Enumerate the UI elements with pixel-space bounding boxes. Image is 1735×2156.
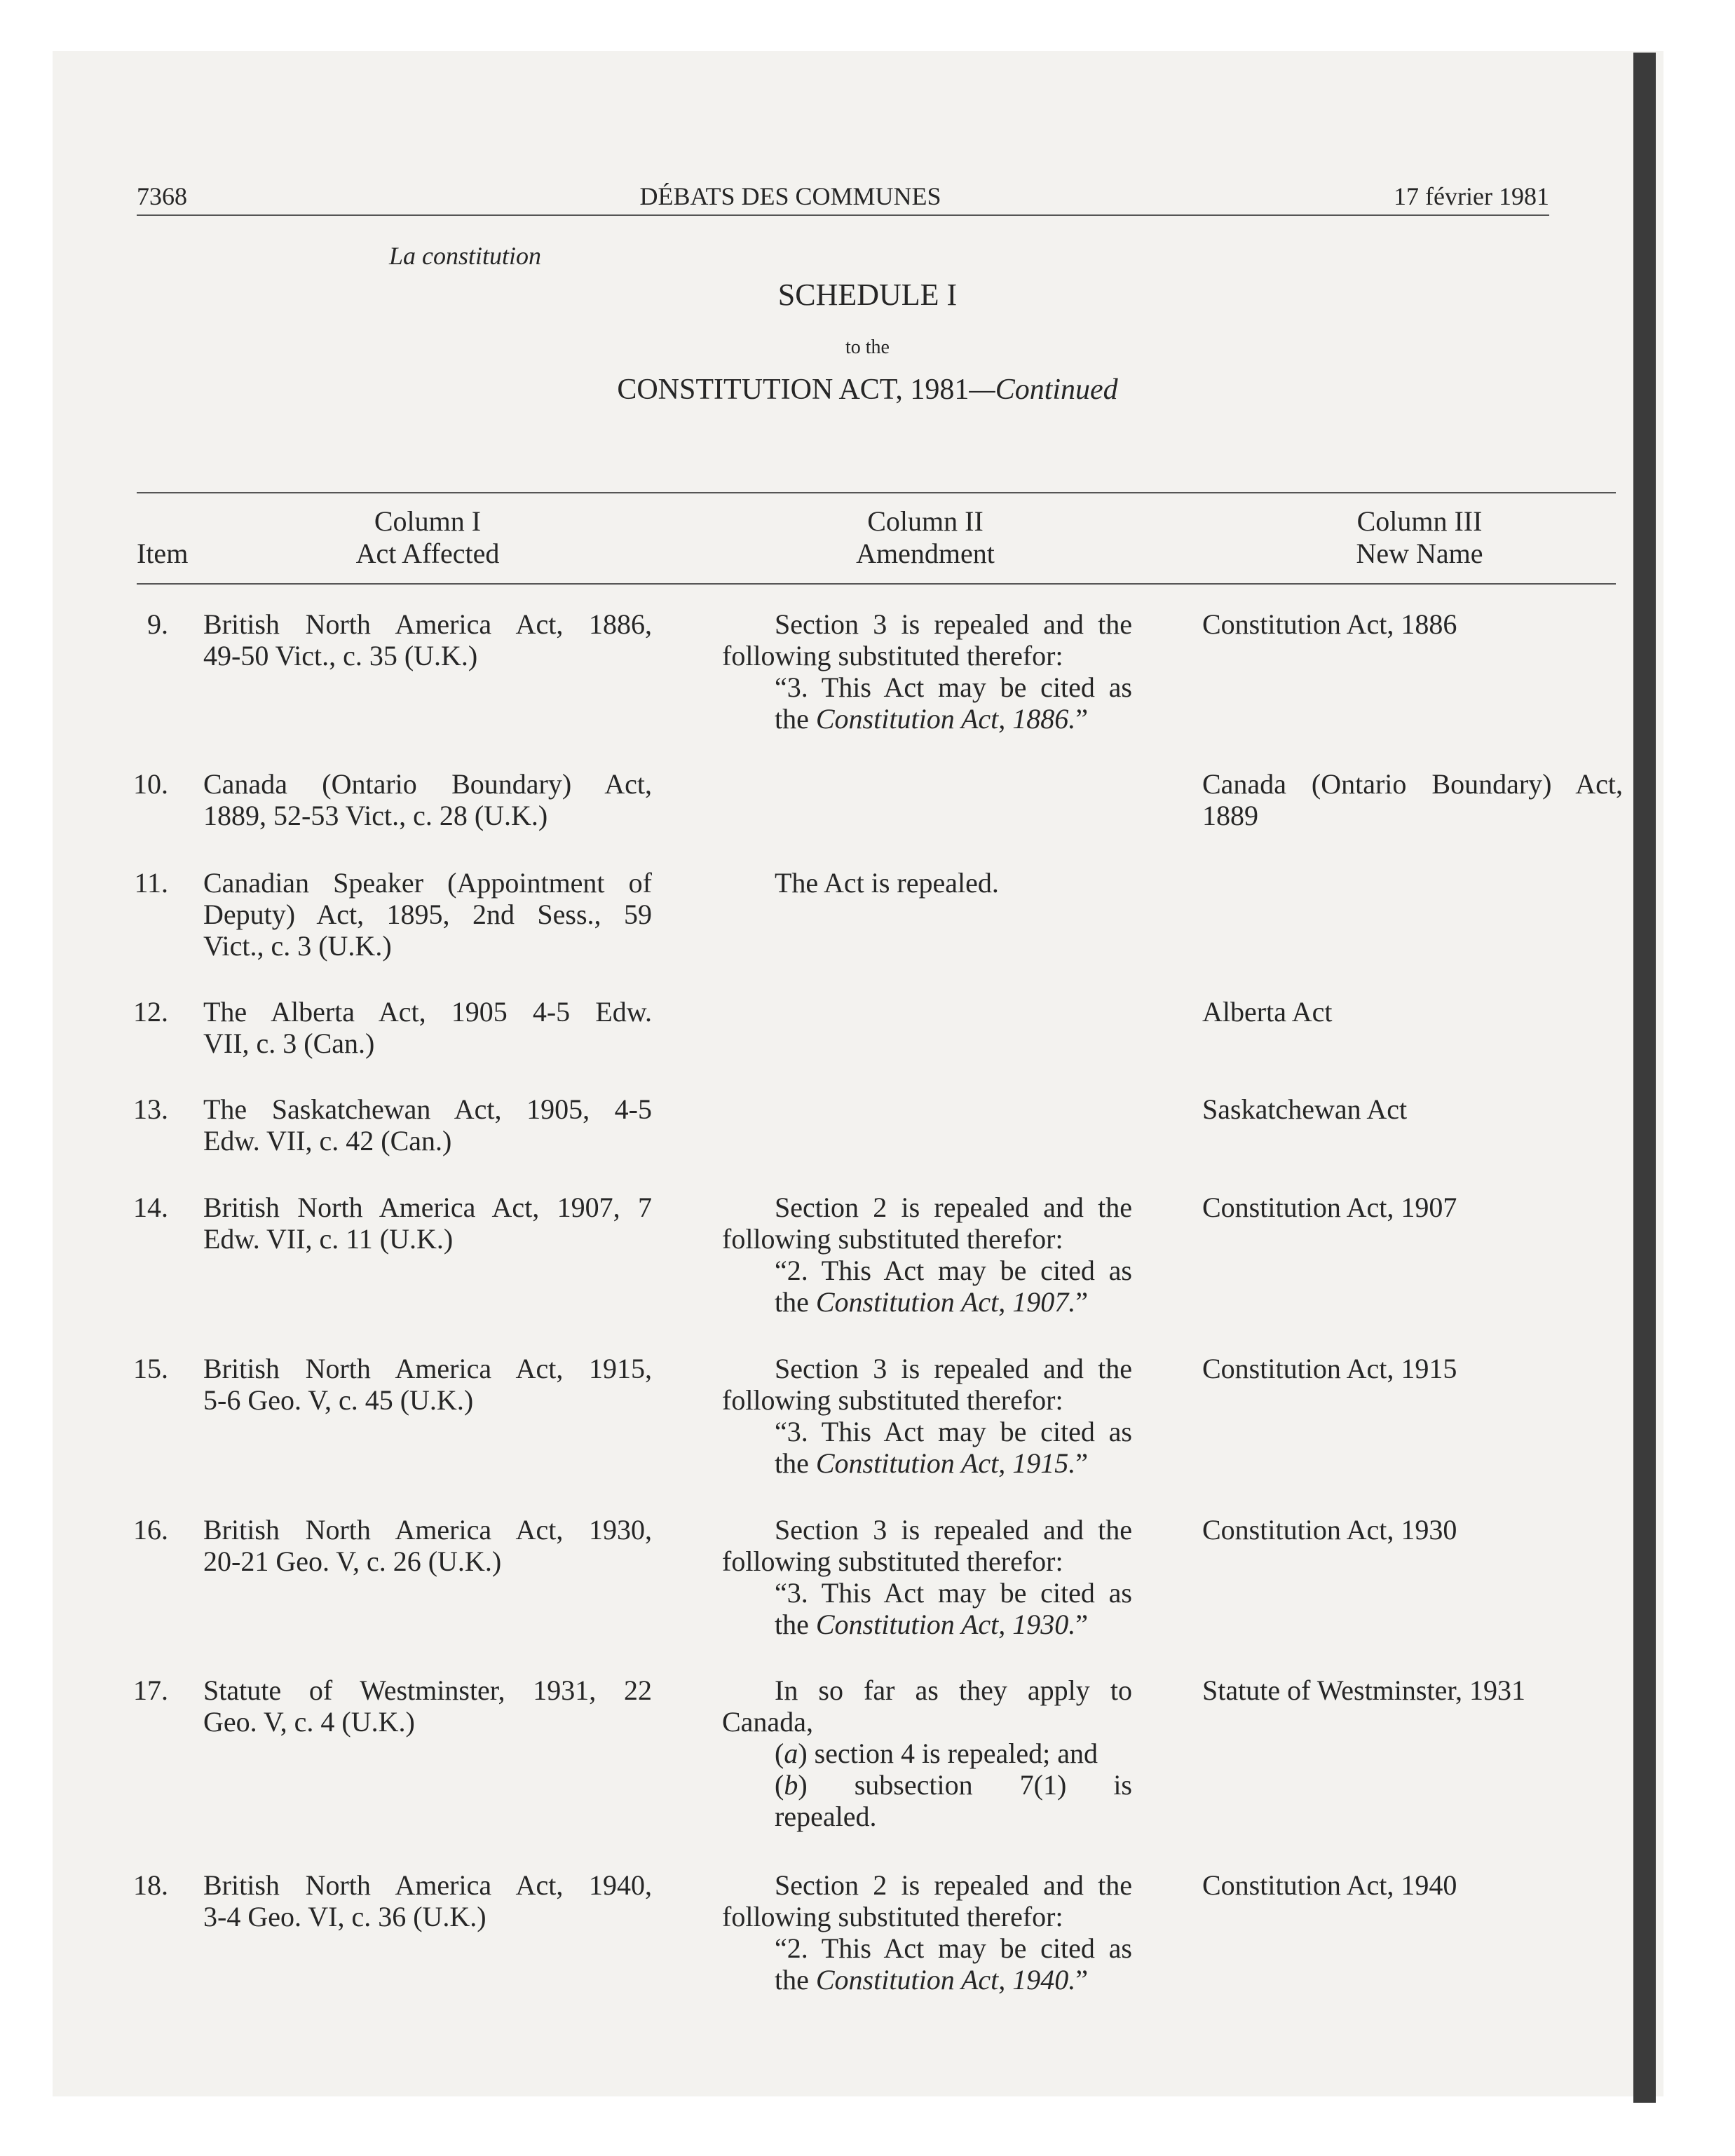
act-affected: The Alberta Act, 1905 4-5 Edw. VII, c. 3 (Can.)	[203, 996, 652, 1059]
amendment: Section 3 is repealed and the following substituted therefor: “3. This Act may be cited as the Constitution Act, 1915.”	[722, 1353, 1132, 1479]
table-header-rule	[137, 583, 1616, 585]
act-affected: Canada (Ontario Boundary) Act, 1889, 52-53 Vict., c. 28 (U.K.)	[203, 768, 652, 831]
item-number: 11.	[134, 867, 168, 899]
item-number: 13.	[133, 1093, 168, 1125]
act-affected: Statute of Westminster, 1931, 22 Geo. V, c. 4 (U.K.)	[203, 1674, 652, 1738]
new-name: Constitution Act, 1907	[1202, 1192, 1457, 1223]
header-column-1-sub: Act Affected	[355, 538, 500, 569]
new-name: Constitution Act, 1940	[1202, 1869, 1457, 1901]
new-name: Constitution Act, 1915	[1202, 1353, 1457, 1384]
act-affected: British North America Act, 1940, 3-4 Geo. VI, c. 36 (U.K.)	[203, 1869, 652, 1932]
page-number: 7368	[137, 182, 187, 210]
schedule-to-the: to the	[845, 336, 890, 358]
scan-edge-shadow	[1633, 53, 1656, 2103]
new-name: Canada (Ontario Boundary) Act, 1889	[1202, 768, 1623, 831]
header-column-1	[315, 505, 540, 570]
amendment: The Act is repealed.	[775, 867, 999, 899]
header-date: 17 février 1981	[1394, 182, 1549, 210]
header-column-3-title: Column III	[1356, 505, 1483, 537]
amendment: Section 3 is repealed and the following substituted therefor: “3. This Act may be cited as the Constitution Act, 1886.”	[722, 608, 1132, 735]
new-name: Saskatchewan Act	[1202, 1093, 1408, 1125]
act-affected: The Saskatchewan Act, 1905, 4-5 Edw. VII, c. 42 (Can.)	[203, 1093, 652, 1157]
new-name: Statute of Westminster, 1931	[1202, 1674, 1526, 1706]
section-label: La constitution	[389, 242, 542, 270]
schedule-title: SCHEDULE I	[777, 278, 958, 312]
item-number: 12.	[133, 996, 168, 1028]
header-item: Item	[137, 538, 189, 569]
publication-title: DÉBATS DES COMMUNES	[639, 182, 941, 210]
amendment: In so far as they apply to Canada, (a) section 4 is repealed; and (b) subsection 7(1) is repealed.	[722, 1674, 1132, 1832]
act-affected: British North America Act, 1930, 20-21 Geo. V, c. 26 (U.K.)	[203, 1514, 652, 1577]
running-header	[137, 181, 1549, 212]
act-affected: Canadian Speaker (Appointment of Deputy) Act, 1895, 2nd Sess., 59 Vict., c. 3 (U.K.)	[203, 867, 652, 962]
amendment: Section 3 is repealed and the following substituted therefor: “3. This Act may be cited as the Constitution Act, 1930.”	[722, 1514, 1132, 1640]
item-number: 15.	[133, 1353, 168, 1384]
item-number: 16.	[133, 1514, 168, 1546]
header-column-2-sub: Amendment	[856, 538, 995, 569]
header-column-2-title: Column II	[867, 505, 984, 537]
header-column-1-title: Column I	[374, 505, 482, 537]
header-column-3-sub: New Name	[1356, 538, 1483, 569]
item-number: 18.	[133, 1869, 168, 1901]
item-number: 14.	[133, 1192, 168, 1223]
table-top-rule	[137, 492, 1616, 493]
schedule-continued: —Continued	[969, 374, 1118, 406]
new-name: Constitution Act, 1930	[1202, 1514, 1457, 1546]
item-number: 9.	[147, 608, 168, 640]
header-rule	[137, 214, 1549, 216]
amendment: Section 2 is repealed and the following substituted therefor: “2. This Act may be cited as the Constitution Act, 1907.”	[722, 1192, 1132, 1318]
item-number: 10.	[133, 768, 168, 800]
schedule-act-name: CONSTITUTION ACT, 1981	[617, 374, 969, 406]
act-affected: British North America Act, 1886, 49-50 Vict., c. 35 (U.K.)	[203, 608, 652, 671]
header-column-2	[813, 505, 1037, 570]
act-affected: British North America Act, 1915, 5-6 Geo. V, c. 45 (U.K.)	[203, 1353, 652, 1416]
header-column-3	[1307, 505, 1532, 570]
item-number: 17.	[133, 1674, 168, 1706]
act-affected: British North America Act, 1907, 7 Edw. VII, c. 11 (U.K.)	[203, 1192, 652, 1255]
schedule-act-title	[0, 373, 1735, 407]
amendment: Section 2 is repealed and the following substituted therefor: “2. This Act may be cited as the Constitution Act, 1940.”	[722, 1869, 1132, 1995]
new-name: Alberta Act	[1202, 996, 1333, 1028]
new-name: Constitution Act, 1886	[1202, 608, 1457, 640]
